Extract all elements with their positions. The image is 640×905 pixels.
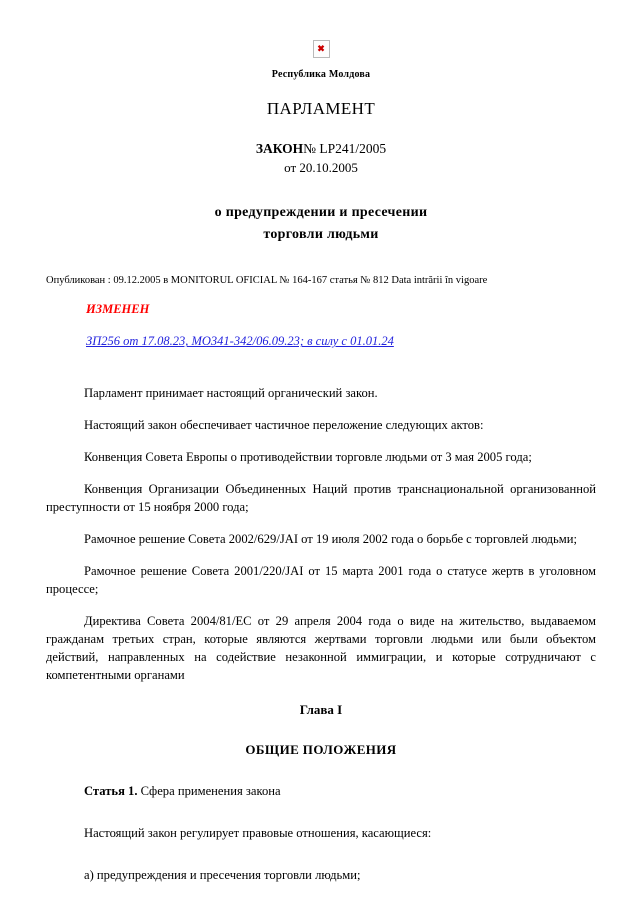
document-title-line-1: о предупреждении и пресечении bbox=[214, 205, 428, 220]
broken-image-icon bbox=[313, 40, 330, 58]
amendment-status-badge: ИЗМЕНЕН bbox=[86, 302, 150, 317]
paragraph-act-framework-2002: Рамочное решение Совета 2002/629/JAI от 19 июля 2002 года о борьбе с торговлей людьми; bbox=[84, 532, 577, 547]
law-date: от 20.10.2005 bbox=[284, 160, 358, 175]
article-item-a: а) предупреждения и пресечения торговли людьми; bbox=[84, 868, 361, 883]
law-label: ЗАКОН bbox=[255, 141, 304, 156]
paragraph-preamble: Парламент принимает настоящий органический закон. bbox=[84, 386, 378, 401]
document-body bbox=[46, 384, 596, 684]
amendment-link[interactable]: ЗП256 от 17.08.23, МО341-342/06.09.23; в силу с 01.01.24 bbox=[86, 334, 394, 349]
chapter-title: ОБЩИЕ ПОЛОЖЕНИЯ bbox=[245, 742, 397, 758]
document-masthead bbox=[46, 40, 596, 245]
law-number: № LP241/2005 bbox=[303, 141, 387, 156]
chapter-number: Глава I bbox=[299, 702, 343, 718]
paragraph-transposition-intro: Настоящий закон обеспечивает частичное переложение следующих актов: bbox=[84, 418, 484, 433]
paragraph-act-directive-2004: Директива Совета 2004/81/EC от 29 апреля 2004 года о виде на жительство, выдаваемом гражданам третьих стран, которые являются жертвами торговли людьми или были объектом действий, направленных на содействие незаконной иммиграции, и которые сотрудничают с компетентными органами bbox=[46, 614, 596, 683]
republic-label: Республика Молдова bbox=[271, 69, 371, 80]
article-heading bbox=[46, 782, 596, 800]
broken-image-glyph: ✖ bbox=[317, 43, 325, 54]
paragraph-act-framework-2001: Рамочное решение Совета 2001/220/JAI от 15 марта 2001 года о статусе жертв в уголовном процессе; bbox=[46, 564, 596, 597]
article-title: Сфера применения закона bbox=[137, 784, 281, 799]
publication-info: Опубликован : 09.12.2005 в MONITORUL OFICIAL № 164-167 статья № 812 Data intrării în vigoare bbox=[46, 275, 488, 287]
article-number: Статья 1. bbox=[84, 784, 138, 799]
paragraph-act-un-convention: Конвенция Организации Объединенных Наций против транснациональной организованной преступности от 15 ноября 2000 года; bbox=[46, 482, 596, 515]
law-number-line bbox=[46, 141, 596, 157]
institution-title: ПАРЛАМЕНТ bbox=[266, 99, 376, 118]
article-intro: Настоящий закон регулирует правовые отношения, касающиеся: bbox=[84, 826, 432, 841]
document-title bbox=[46, 202, 596, 245]
document-title-line-2: торговли людьми bbox=[263, 226, 379, 242]
paragraph-act-coe-convention: Конвенция Совета Европы о противодействии торговле людьми от 3 мая 2005 года; bbox=[84, 450, 532, 465]
